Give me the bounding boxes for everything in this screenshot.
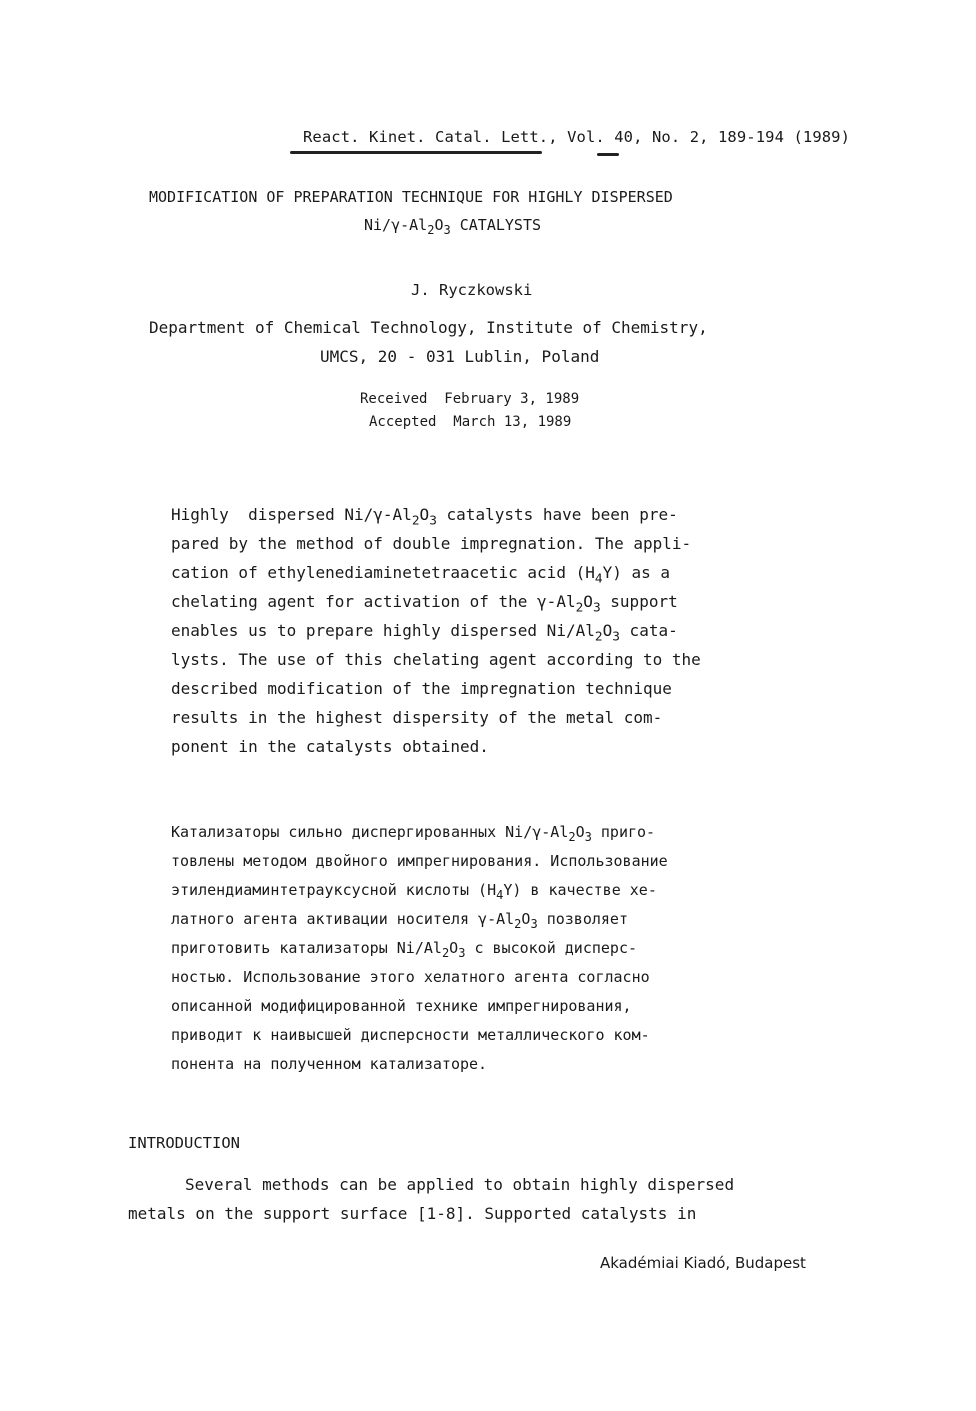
paper-title-line2: $Ni/\gamma-Al_2O_3$ CATALYSTS bbox=[364, 216, 542, 238]
journal-underline bbox=[290, 151, 542, 154]
introduction-paragraph bbox=[128, 1170, 734, 1228]
abstract-ru-line: этилендиаминтетрауксусной кислоты $(H_4Y)$ в качестве хе- bbox=[171, 881, 657, 903]
abstract-ru-line: описанной модифицированной технике импрегнирования, bbox=[171, 997, 632, 1015]
author-name: J. Ryczkowski bbox=[411, 281, 533, 299]
publisher-footer: Akadémiai Kiadó, Budapest bbox=[600, 1254, 806, 1272]
abstract-en-line: results in the highest dispersity of the metal com- bbox=[171, 708, 663, 727]
affiliation-line1: Department of Chemical Technology, Institute of Chemistry, bbox=[149, 318, 708, 337]
volume-underline bbox=[597, 153, 619, 156]
abstract-russian bbox=[171, 818, 668, 1079]
abstract-ru-line: ностью. Использование этого хелатного агента согласно bbox=[171, 968, 650, 986]
abstract-ru-line: товлены методом двойного импрегнирования. Использование bbox=[171, 852, 668, 870]
abstract-ru-line: латного агента активации носителя $\gamma-Al_2O_3$ позволяет bbox=[171, 910, 628, 932]
abstract-english bbox=[171, 500, 701, 761]
abstract-en-line: pared by the method of double impregnation. The appli- bbox=[171, 534, 692, 553]
introduction-line: Several methods can be applied to obtain highly dispersed bbox=[185, 1175, 735, 1194]
abstract-en-line: enables us to prepare highly dispersed $Ni/Al_2O_3$ cata- bbox=[171, 621, 678, 645]
abstract-en-line: ponent in the catalysts obtained. bbox=[171, 737, 489, 756]
received-date: Received February 3, 1989 bbox=[360, 391, 580, 407]
journal-citation: React. Kinet. Catal. Lett., Vol. 40, No. 2, 189-194 (1989) bbox=[303, 128, 851, 146]
abstract-en-line: cation of ethylenediaminetetraacetic acid $(H_4Y)$ as a bbox=[171, 563, 670, 587]
paper-title-line1: MODIFICATION OF PREPARATION TECHNIQUE FOR HIGHLY DISPERSED bbox=[149, 188, 673, 206]
abstract-ru-line: приводит к наивысшей дисперсности металлического ком- bbox=[171, 1026, 650, 1044]
abstract-en-line: chelating agent for activation of the $\gamma-Al_2O_3$ support bbox=[171, 592, 678, 616]
abstract-en-line: lysts. The use of this chelating agent according to the bbox=[171, 650, 701, 669]
abstract-ru-line: понента на полученном катализаторе. bbox=[171, 1055, 488, 1073]
accepted-date: Accepted March 13, 1989 bbox=[369, 414, 572, 430]
affiliation-line2: UMCS, 20 - 031 Lublin, Poland bbox=[320, 347, 600, 366]
abstract-en-line: Highly dispersed $Ni/\gamma-Al_2O_3$ catalysts have been pre- bbox=[171, 505, 678, 529]
section-heading-introduction: INTRODUCTION bbox=[128, 1134, 240, 1152]
abstract-ru-line: Катализаторы сильно диспергированных $Ni/\gamma-Al_2O_3$ приго- bbox=[171, 823, 656, 845]
introduction-line: metals on the support surface [1-8]. Supported catalysts in bbox=[128, 1204, 697, 1223]
abstract-ru-line: приготовить катализаторы $Ni/Al_2O_3$ с высокой дисперс- bbox=[171, 939, 638, 961]
abstract-en-line: described modification of the impregnation technique bbox=[171, 679, 672, 698]
